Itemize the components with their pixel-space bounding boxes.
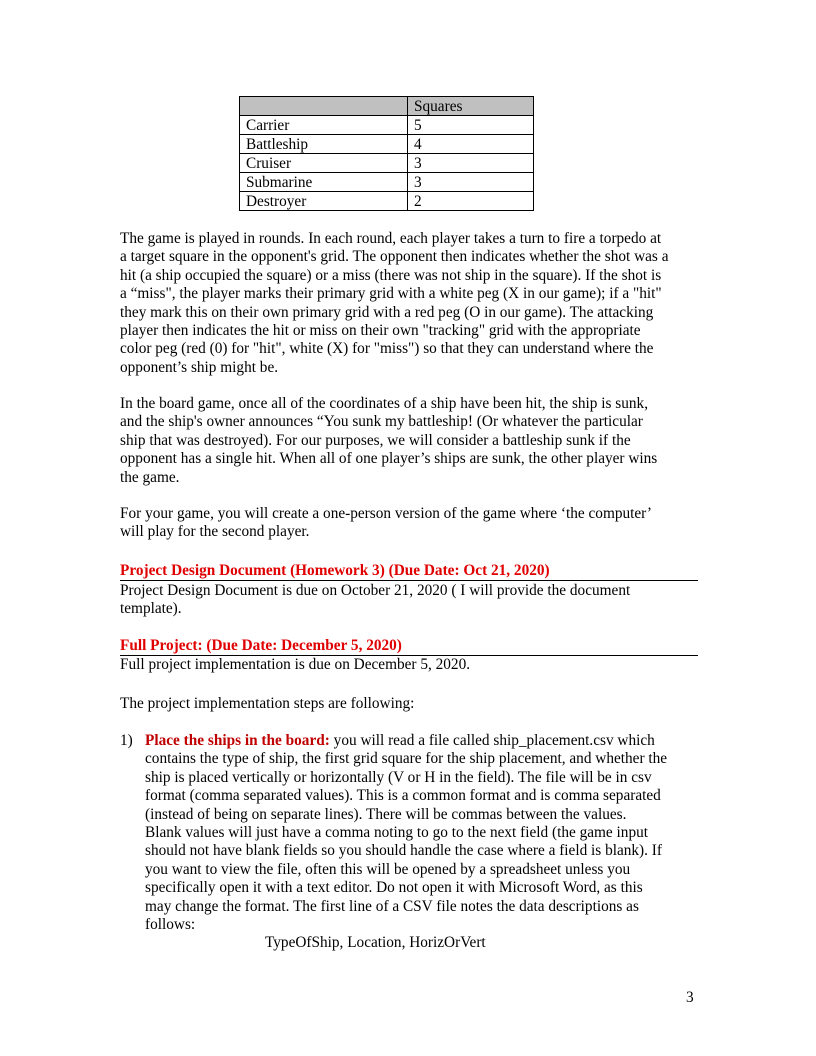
ship-name: Battleship	[240, 135, 408, 154]
text-line: hit (a ship occupied the square) or a miss (there was not ship in the square). If the shot is	[120, 266, 662, 284]
ship-name: Cruiser	[240, 154, 408, 173]
text-line: may change the format. The first line of a CSV file notes the data descriptions as	[145, 897, 639, 915]
ship-name: Submarine	[240, 173, 408, 192]
text-line: opponent’s ship might be.	[120, 358, 279, 376]
step-body	[145, 732, 667, 953]
text-line: Blank values will just have a comma noting to go to the next field (the game input	[145, 823, 648, 841]
text-line: should not have blank fields so you should handle the case where a field is blank). If	[145, 842, 662, 860]
table-header-row	[240, 97, 534, 116]
paragraph-one-player	[120, 505, 710, 542]
ship-table	[239, 96, 534, 211]
text-line: a “miss", the player marks their primary grid with a white peg (X in our game); if a "hit"	[120, 285, 662, 303]
ship-name: Destroyer	[240, 192, 408, 211]
step-number: 1)	[120, 732, 133, 749]
step-1	[120, 732, 710, 962]
step-lines	[145, 750, 667, 934]
ship-squares: 3	[408, 173, 534, 192]
text-line: (instead of being on separate lines). There will be commas between the values.	[145, 805, 627, 823]
text-line: player then indicates the hit or miss on their own "tracking" grid with the appropriate	[120, 321, 641, 339]
text-line: a target square in the opponent's grid. The opponent then indicates whether the shot was a	[120, 248, 669, 266]
section-heading-full-project: Full Project: (Due Date: December 5, 2020)	[120, 637, 698, 656]
text-line: they mark this on their own primary grid with a red peg (O in our game). The attacking	[120, 303, 654, 321]
text-line: and the ship's owner announces “You sunk my battleship! (Or whatever the particular	[120, 413, 643, 431]
page-number: 3	[686, 989, 694, 1006]
ship-squares: 2	[408, 192, 534, 211]
text-line-rest: you will read a file called ship_placement.csv which	[329, 732, 655, 749]
text-line: The game is played in rounds. In each round, each player takes a turn to fire a torpedo at	[120, 230, 662, 247]
text-line: specifically open it with a text editor. Do not open it with Microsoft Word, as this	[145, 879, 643, 897]
step-title: Place the ships in the board:	[145, 732, 330, 749]
paragraph-rules	[120, 230, 710, 377]
ship-squares: 4	[408, 135, 534, 154]
table-row	[240, 116, 534, 135]
csv-header-example: TypeOfShip, Location, HorizOrVert	[265, 934, 486, 952]
text-line: follows:	[145, 915, 196, 933]
table-row	[240, 192, 534, 211]
ship-squares: 3	[408, 154, 534, 173]
text-line: the game.	[120, 468, 180, 486]
text-line: Project Design Document is due on October 21, 2020 ( I will provide the document	[120, 582, 631, 599]
text-line	[145, 732, 667, 750]
text-line: template).	[120, 600, 182, 618]
text-line: ship is placed vertically or horizontally (V or H in the field). The file will be in csv	[145, 768, 652, 786]
ship-squares: 5	[408, 116, 534, 135]
table-row	[240, 135, 534, 154]
full-project-text	[120, 656, 710, 674]
text-line: The project implementation steps are following:	[120, 695, 415, 712]
section-heading-design-doc: Project Design Document (Homework 3) (Due Date: Oct 21, 2020)	[120, 562, 698, 581]
text-line: you want to view the file, often this will be opened by a spreadsheet unless you	[145, 860, 631, 878]
text-line: format (comma separated values). This is a common format and is comma separated	[145, 787, 661, 805]
table-header-cell: Squares	[408, 97, 534, 116]
steps-intro	[120, 695, 710, 713]
table-header-cell	[240, 97, 408, 116]
text-line: For your game, you will create a one-person version of the game where ‘the computer’	[120, 505, 652, 522]
text-line: color peg (red (0) for "hit", white (X) for "miss") so that they can understand where the	[120, 340, 654, 358]
text-line: contains the type of ship, the first grid square for the ship placement, and whether the	[145, 750, 668, 768]
paragraph-sinking	[120, 395, 710, 487]
table-row	[240, 173, 534, 192]
text-line: In the board game, once all of the coordinates of a ship have been hit, the ship is sunk,	[120, 395, 649, 412]
text-line: opponent has a single hit. When all of one player’s ships are sunk, the other player wins	[120, 450, 658, 468]
text-line: Full project implementation is due on December 5, 2020.	[120, 656, 471, 673]
text-line: ship that was destroyed). For our purposes, we will consider a battleship sunk if the	[120, 431, 631, 449]
text-line: will play for the second player.	[120, 523, 310, 541]
ship-name: Carrier	[240, 116, 408, 135]
design-doc-text	[120, 582, 710, 619]
table-row	[240, 154, 534, 173]
